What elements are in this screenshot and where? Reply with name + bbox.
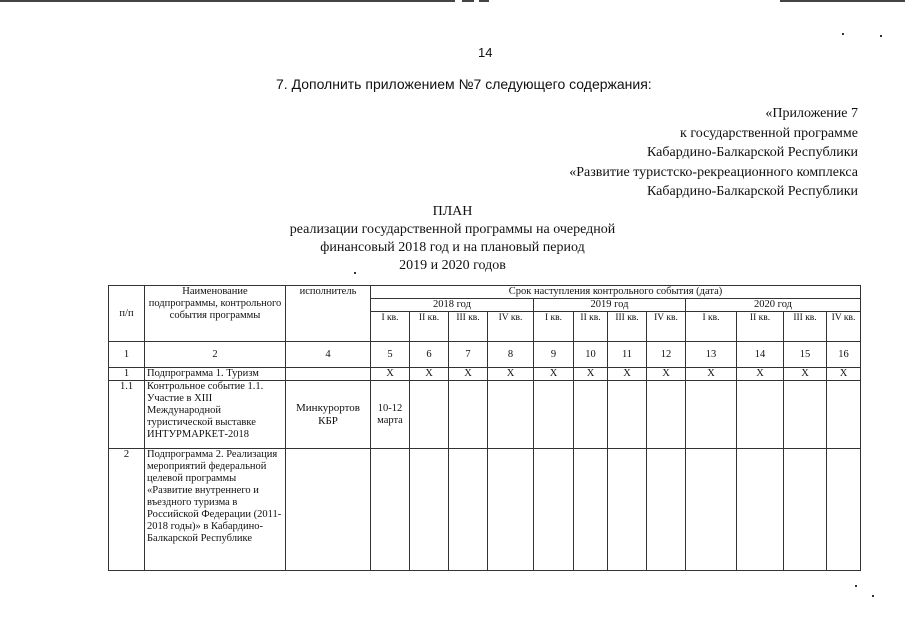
row-quarter-cell	[410, 381, 449, 449]
row-quarter-cell: X	[410, 368, 449, 381]
row-quarter-cell	[449, 381, 488, 449]
row-quarter-cell: X	[574, 368, 608, 381]
plan-table	[108, 285, 861, 571]
scan-top-line	[0, 0, 455, 2]
row-quarter-cell	[827, 449, 861, 571]
column-number: 8	[488, 342, 534, 368]
column-number: 9	[534, 342, 574, 368]
scan-top-line	[462, 0, 474, 2]
row-quarter-cell	[534, 381, 574, 449]
row-quarter-cell	[737, 449, 784, 571]
column-number: 10	[574, 342, 608, 368]
column-number: 4	[286, 342, 371, 368]
row-quarter-cell	[647, 381, 686, 449]
column-number: 5	[371, 342, 410, 368]
row-quarter-cell	[574, 449, 608, 571]
row-executor: Минкурортов КБР	[286, 381, 371, 449]
row-quarter-cell: X	[686, 368, 737, 381]
row-quarter-cell	[410, 449, 449, 571]
row-quarter-cell	[608, 381, 647, 449]
column-number: 12	[647, 342, 686, 368]
row-quarter-cell	[574, 381, 608, 449]
row-quarter-cell	[449, 449, 488, 571]
appendix-line: Кабардино-Балкарской Республики	[647, 184, 858, 199]
appendix-line: Кабардино-Балкарской Республики	[647, 145, 858, 160]
scan-speck	[354, 272, 356, 274]
row-quarter-cell: X	[647, 368, 686, 381]
header-quarter: III кв.	[449, 312, 488, 342]
header-quarter: I кв.	[371, 312, 410, 342]
scan-speck	[842, 33, 844, 35]
column-number: 13	[686, 342, 737, 368]
row-name: Подпрограмма 2. Реализация мероприятий федеральной целевой программы «Развитие внутреннего и въездного туризма в Российской Федерации (2011-2018 годы)» в Кабардино-Балкарской Республике	[145, 449, 286, 571]
appendix-line: к государственной программе	[680, 125, 858, 141]
table-row	[109, 368, 861, 381]
column-number: 11	[608, 342, 647, 368]
scan-speck	[880, 35, 882, 37]
row-executor	[286, 368, 371, 381]
header-quarter: IV кв.	[827, 312, 861, 342]
header-quarter: IV кв.	[488, 312, 534, 342]
row-quarter-cell	[784, 381, 827, 449]
scan-top-line	[479, 0, 489, 2]
row-quarter-cell	[608, 449, 647, 571]
row-quarter-cell	[827, 381, 861, 449]
column-number: 14	[737, 342, 784, 368]
column-number: 2	[145, 342, 286, 368]
header-year: 2020 год	[686, 299, 861, 312]
row-quarter-cell: X	[608, 368, 647, 381]
row-num: 1.1	[109, 381, 145, 449]
table-row	[109, 381, 861, 449]
plan-subtitle-line: 2019 и 2020 годов	[399, 258, 506, 273]
column-number: 16	[827, 342, 861, 368]
header-quarter: II кв.	[574, 312, 608, 342]
header-quarter: III кв.	[784, 312, 827, 342]
row-name: Подпрограмма 1. Туризм	[145, 368, 286, 381]
row-quarter-cell: X	[488, 368, 534, 381]
header-quarter: IV кв.	[647, 312, 686, 342]
row-quarter-cell: X	[534, 368, 574, 381]
row-quarter-cell	[737, 381, 784, 449]
row-quarter-cell	[686, 449, 737, 571]
column-number: 15	[784, 342, 827, 368]
row-quarter-cell	[488, 381, 534, 449]
row-quarter-cell	[488, 449, 534, 571]
instruction-text: 7. Дополнить приложением №7 следующего содержания:	[276, 76, 652, 92]
row-quarter-cell: X	[371, 368, 410, 381]
column-number-row	[109, 342, 861, 368]
header-executor: исполнитель	[286, 286, 371, 342]
plan-subtitle-line: реализации государственной программы на очередной	[289, 222, 616, 237]
header-name: Наименование подпрограммы, контрольного события программы	[145, 286, 286, 342]
row-quarter-cell: X	[784, 368, 827, 381]
header-num: п/п	[109, 286, 145, 342]
row-quarter-cell	[534, 449, 574, 571]
table-row	[109, 449, 861, 571]
header-quarter: I кв.	[534, 312, 574, 342]
row-quarter-cell: 10-12 марта	[371, 381, 410, 449]
header-quarter: I кв.	[686, 312, 737, 342]
scan-speck	[872, 595, 874, 597]
row-executor	[286, 449, 371, 571]
row-quarter-cell: X	[449, 368, 488, 381]
header-year: 2018 год	[371, 299, 534, 312]
row-quarter-cell: X	[827, 368, 861, 381]
scan-top-line	[780, 0, 905, 2]
column-number: 7	[449, 342, 488, 368]
header-deadline: Срок наступления контрольного события (дата)	[371, 286, 861, 299]
page-number: 14	[478, 45, 493, 60]
appendix-line: «Приложение 7	[765, 106, 858, 121]
row-name: Контрольное событие 1.1. Участие в XIII Международной туристической выставке ИНТУРМАРКЕТ-2018	[145, 381, 286, 449]
plan-title: ПЛАН	[432, 204, 473, 219]
column-number: 1	[109, 342, 145, 368]
header-quarter: II кв.	[410, 312, 449, 342]
column-number: 6	[410, 342, 449, 368]
header-quarter: II кв.	[737, 312, 784, 342]
appendix-header	[569, 104, 858, 202]
row-num: 1	[109, 368, 145, 381]
appendix-line: «Развитие туристско-рекреационного комплекса	[569, 164, 858, 180]
row-quarter-cell	[784, 449, 827, 571]
row-quarter-cell	[647, 449, 686, 571]
scan-speck	[855, 585, 857, 587]
header-year: 2019 год	[534, 299, 686, 312]
row-quarter-cell: X	[737, 368, 784, 381]
row-quarter-cell	[686, 381, 737, 449]
plan-subtitle-line: финансовый 2018 год и на плановый период	[320, 240, 585, 255]
row-num: 2	[109, 449, 145, 571]
row-quarter-cell	[371, 449, 410, 571]
header-quarter: III кв.	[608, 312, 647, 342]
